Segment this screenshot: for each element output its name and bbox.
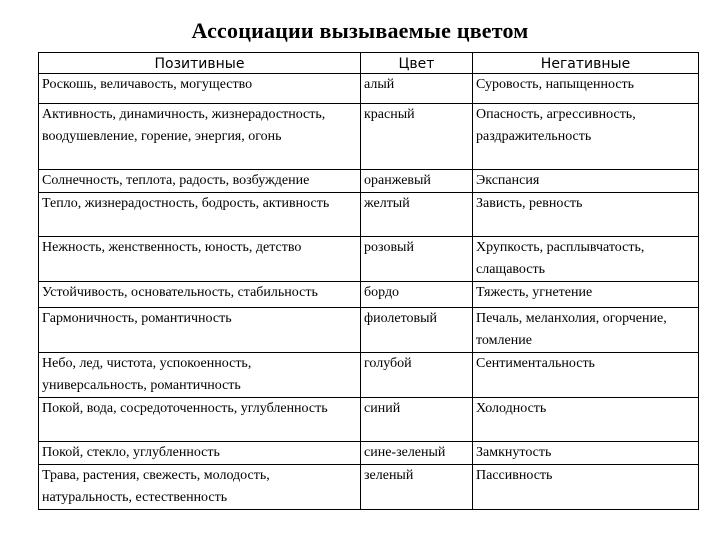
table-row xyxy=(39,237,699,282)
color-cell: алый xyxy=(361,74,473,104)
table-row xyxy=(39,442,699,465)
table-row xyxy=(39,193,699,237)
header-positive: Позитивные xyxy=(39,53,361,74)
positive-cell: Трава, растения, свежесть, молодость, натуральность, естественность xyxy=(39,465,361,510)
negative-cell: Тяжесть, угнетение xyxy=(473,282,699,308)
table-header-row xyxy=(39,53,699,74)
positive-cell: Гармоничность, романтичность xyxy=(39,308,361,353)
positive-cell: Нежность, женственность, юность, детство xyxy=(39,237,361,282)
positive-cell: Активность, динамичность, жизнерадостность, воодушевление, горение, энергия, огонь xyxy=(39,104,361,170)
positive-cell: Покой, стекло, углубленность xyxy=(39,442,361,465)
negative-cell: Печаль, меланхолия, огорчение, томление xyxy=(473,308,699,353)
color-cell: сине-зеленый xyxy=(361,442,473,465)
positive-cell: Солнечность, теплота, радость, возбуждение xyxy=(39,170,361,193)
color-cell: бордо xyxy=(361,282,473,308)
color-cell: красный xyxy=(361,104,473,170)
positive-cell: Небо, лед, чистота, успокоенность, универсальность, романтичность xyxy=(39,353,361,398)
page-title: Ассоциации вызываемые цветом xyxy=(191,18,529,43)
table-row xyxy=(39,170,699,193)
table-row xyxy=(39,353,699,398)
table-row xyxy=(39,308,699,353)
negative-cell: Холодность xyxy=(473,398,699,442)
negative-cell: Суровость, напыщенность xyxy=(473,74,699,104)
negative-cell: Пассивность xyxy=(473,465,699,510)
color-cell: фиолетовый xyxy=(361,308,473,353)
positive-cell: Тепло, жизнерадостность, бодрость, активность xyxy=(39,193,361,237)
header-negative: Негативные xyxy=(473,53,699,74)
table-row xyxy=(39,74,699,104)
positive-cell: Роскошь, величавость, могущество xyxy=(39,74,361,104)
negative-cell: Хрупкость, расплывчатость, слащавость xyxy=(473,237,699,282)
color-cell: голубой xyxy=(361,353,473,398)
header-color: Цвет xyxy=(361,53,473,74)
table-row xyxy=(39,282,699,308)
table-row xyxy=(39,104,699,170)
negative-cell: Сентиментальность xyxy=(473,353,699,398)
negative-cell: Опасность, агрессивность, раздражительность xyxy=(473,104,699,170)
associations-table xyxy=(38,52,699,510)
positive-cell: Покой, вода, сосредоточенность, углубленность xyxy=(39,398,361,442)
table-row xyxy=(39,465,699,510)
negative-cell: Замкнутость xyxy=(473,442,699,465)
color-cell: зеленый xyxy=(361,465,473,510)
positive-cell: Устойчивость, основательность, стабильность xyxy=(39,282,361,308)
table-row xyxy=(39,398,699,442)
color-cell: розовый xyxy=(361,237,473,282)
negative-cell: Экспансия xyxy=(473,170,699,193)
color-cell: желтый xyxy=(361,193,473,237)
negative-cell: Зависть, ревность xyxy=(473,193,699,237)
color-cell: синий xyxy=(361,398,473,442)
color-cell: оранжевый xyxy=(361,170,473,193)
